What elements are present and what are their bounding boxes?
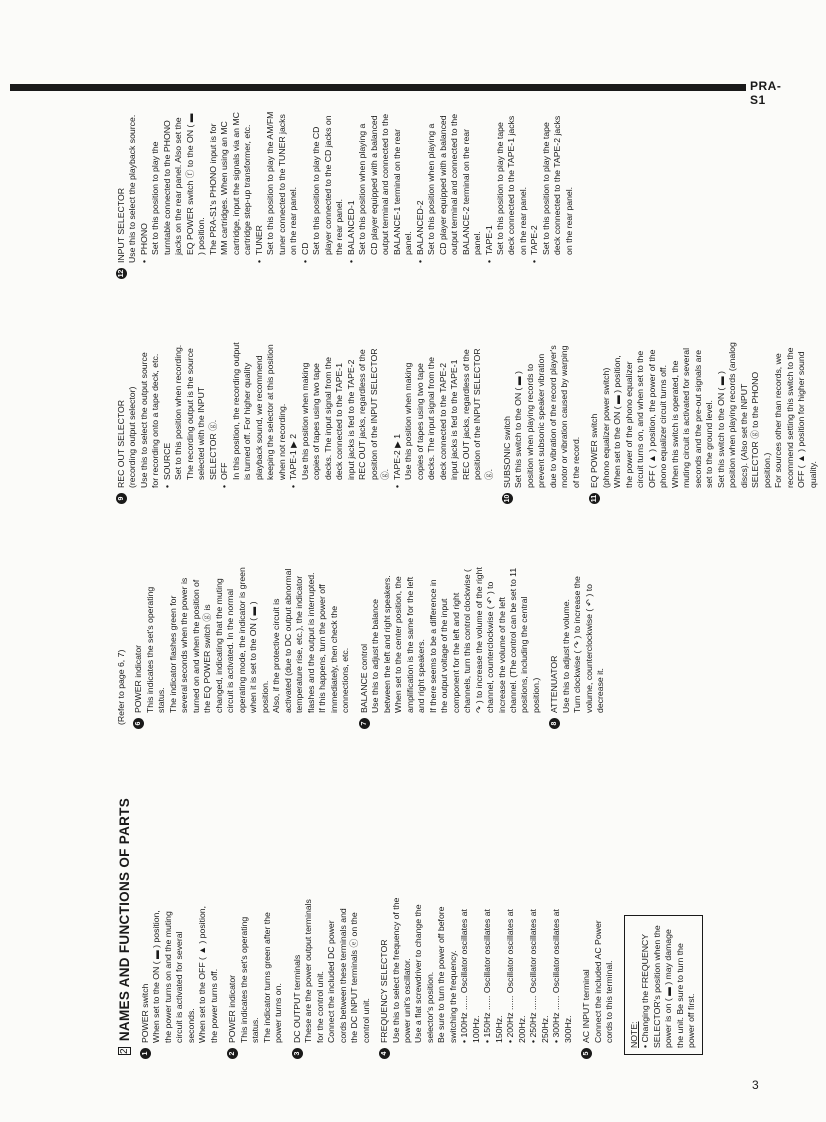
part-description [370,567,542,713]
option-line: Set to this position to play the turntable connected to the PHONO jacks on the rear panel. Also set the EQ POWER switch ⓕ to the ON ( ▬ ) position. [150,113,207,255]
option-name: • BALANCED-1 [346,110,357,263]
description-line: Use this to adjust the volume. [560,599,571,713]
option-description [231,342,288,488]
description-line: (recording output selector) [127,386,138,488]
option-entry [139,110,254,263]
description-line: (phono equalizer power switch) [600,367,611,488]
option-description [173,342,219,488]
option-name: • PHONO [139,110,150,263]
frequency-entry: • 200Hz ...... Oscillator oscillates at 200Hz. [505,909,527,1043]
refer-line: (Refer to page 6, 7) [116,649,126,725]
option-entry [162,342,219,488]
part-title: DC OUTPUT terminals [291,954,302,1043]
description-line: Turn clockwise ( ↷ ) to increase the volume, counterclockwise ( ↶ ) to decrease it. [572,576,606,713]
col1-items [140,897,616,1055]
description-line: These are the power output terminals for the control unit. [303,899,325,1043]
description-line: This indicates the set's operating status. [238,916,261,1043]
description-line: The indicator flashes green for several seconds when the power is turned on and when the position of the EQ POWER switch ⓖ is changed, indicating that the muting circuit is activated. In the normal operating mode, the indicator is green when it is set to the ON ( ▬ ) position. [167,567,270,713]
section-title [116,797,134,1055]
col3-items [116,342,819,503]
col2-items [133,567,606,725]
option-name: • CD [300,110,311,263]
option-description [541,110,575,263]
part-item [581,897,615,1055]
description-line: When set to the ON ( ▬ ) position, the power of the phono equalizer circuit turns on, and when set to the OFF ( ▲ ) position, the power of the phono equalizer circuit turns off. [612,349,669,488]
option-description [403,342,495,488]
part-title: BALANCE control [358,643,369,713]
part-number-badge: 8 [549,718,560,729]
part-title: FREQUENCY SELECTOR [379,939,390,1043]
option-name: • SOURCE [162,342,173,488]
description-line: For sources other than records, we recommend setting this switch to the OFF ( ▲ ) position for higher sound quality. [773,347,818,488]
page-number: 3 [752,1078,759,1092]
part-item [589,342,819,503]
part-title: POWER indicator [133,644,144,713]
note-title: NOTE: [628,1021,639,1048]
option-entry [254,110,300,263]
part-item [116,110,575,278]
option-line: Set to this position to play the CD player connected to the CD jacks on the rear panel. [311,115,345,255]
col4-items [116,110,575,278]
part-description [127,342,161,488]
part-item [379,897,574,1055]
column-4 [116,110,582,278]
part-description [513,342,582,488]
option-description [495,110,529,263]
part-description [561,567,607,713]
description-line: This indicates the set's operating status. [144,586,167,713]
header-rule [10,84,746,91]
part-number-badge: 11 [591,494,599,503]
description-line: Set this switch to the ON ( ▬ ) position when playing records (analog discs). (Also set the INPUT SELECTOR ⓖ to the PHONO position.) [715,342,772,488]
option-description [300,342,392,488]
note-body: • Changing the FREQUENCY SELECTOR's position when the power is on ( ▬ ) may damage the unit. Be sure to turn the power off first. [640,925,697,1048]
part-description [145,567,352,713]
part-description [391,897,460,1043]
description-line: When this switch is operated, the muting circuit is activated for several seconds and the pre-out signals are set to the ground level. [669,347,715,488]
option-description [426,110,483,263]
option-line: Set to this position to play the tape deck connected to the TAPE-2 jacks on the rear panel. [540,115,574,255]
option-description [265,110,299,263]
option-line: The PRA-S1's PHONO input is for MM cartridges. When using an MC cartridge, input the signals via an MC cartridge step-up transformer, etc. [207,112,253,255]
description-line: Also, if the protective circuit is activated (due to DC output abnormal temperature rise, etc.), the indicator flashes and the output is interrupted. [271,568,316,713]
part-description [593,897,616,1043]
option-entry [300,110,346,263]
option-line: Set to this position when playing a CD player equipped with a balanced output terminal and connected to the BALANCE-2 terminal on the rear panel. [426,113,483,255]
option-name: • TAPE-2 ▶ 1 [392,342,403,488]
part-number-badge: 4 [379,1048,390,1059]
option-entry [346,110,415,263]
part-item [116,342,495,500]
option-entry [529,110,575,263]
part-number-badge: 12 [118,269,125,278]
option-entry [484,110,530,263]
part-item [292,897,372,1055]
description-line: Use this to adjust the balance between the left and right speakers. When set to the center position, the amplification is the same for the left and right speakers. [370,575,427,713]
section-number: 2 [119,1048,131,1054]
option-name: • BALANCED-2 [415,110,426,263]
part-item [227,897,284,1055]
part-number-badge: 6 [133,718,144,729]
description-line: Use this to select the output source for recording onto a tape deck, etc. [138,352,161,488]
option-line: Set to this position when playing a CD player equipped with a balanced output terminal and connected to the BALANCE-1 terminal on the rear panel. [357,113,414,255]
section-title-text: NAMES AND FUNCTIONS OF PARTS [117,797,132,1042]
description-line: Connect the included AC Power cords to this terminal. [592,920,615,1043]
description-line: If this happens, turn the power off immediately, then check the connections, etc. [317,584,351,713]
option-line: Use this position when making copies of tapes using two tape decks. The input signal from the deck connected to the TAPE-1 input jacks is fed to the TAPE-2 REC OUT jacks, regardless of the position of the INPUT SELECTOR ⓖ. [299,348,391,480]
column-3 [116,342,826,503]
part-title: REC OUT SELECTOR [116,399,126,488]
description-line: Be sure to turn the power off before switching the frequency. [436,906,458,1043]
part-item [549,567,606,725]
option-entry [392,342,495,488]
option-line: Set to this position when recording. The recording output is the source selected with the INPUT SELECTOR ⓖ. [173,344,218,480]
part-item [133,567,351,725]
part-description [151,897,220,1043]
part-item [359,567,543,725]
part-number-badge: 1 [140,1048,151,1059]
part-number-badge: 5 [581,1048,592,1059]
part-title: ATTENUATOR [549,655,560,713]
option-entry [219,342,288,488]
part-title: POWER indicator [227,974,238,1043]
note-box [624,915,703,1055]
frequency-entry: • 250Hz ...... Oscillator oscillates at 250Hz. [528,909,550,1043]
rotated-manual-page [116,105,818,1056]
part-description [127,110,138,263]
part-title: POWER switch [139,983,150,1043]
option-name: • TAPE-1 ▶ 2 [288,342,299,488]
option-description [311,110,345,263]
option-name: • TUNER [254,110,265,263]
frequency-list [459,897,574,1043]
frequency-entry: • 300Hz ...... Oscillator oscillates at 300Hz. [551,909,573,1043]
frequency-entry: • 150Hz ...... Oscillator oscillates at 150Hz. [482,909,504,1043]
part-title: EQ POWER switch [589,413,600,488]
option-name: • OFF [219,342,230,488]
option-name: • TAPE-1 [484,110,495,263]
option-line: Use this position when making copies of tapes using two tape decks. The input signal from the deck connected to the TAPE-2 input jacks is fed to the TAPE-1 REC OUT jacks, regardless of the position of the INPUT SELECTOR ⓖ. [403,348,494,480]
description-line: Use this to select the playback source. [127,114,138,263]
description-line: If there seems to be a difference in the output voltage of the input component for the left and right channels, turn this control clockwise ( ↷ ) to increase the volume of the right channel, counterclockwise ( ↶ ) to increase the volume of the left channel. (The control can be set to 11 positions, including the central position.) [427,567,541,713]
description-line: When set to the OFF ( ▲ ) position, the power turns off. [197,905,219,1043]
part-title: SUBSONIC switch [501,416,512,488]
description-line: When set to the ON ( ▬ ) position, the power turns on and the muting circuit is activated for several seconds. [151,910,196,1043]
part-number-badge: 2 [227,1048,238,1059]
option-entry [288,342,391,488]
description-line: The indicator turns green after the power turns on. [261,912,284,1043]
part-number-badge: 10 [503,494,511,503]
part-item [140,897,220,1055]
frequency-entry: • 100Hz ...... Oscillator oscillates at 100Hz. [459,909,481,1043]
option-name: • TAPE-2 [529,110,540,263]
option-entry [415,110,484,263]
part-title: AC INPUT terminal [581,969,592,1043]
part-title: INPUT SELECTOR [116,188,126,263]
option-description [150,110,253,263]
description-line: Use a flat screwdriver to change the selector's position. [413,904,435,1043]
option-description [357,110,414,263]
model-label: PRA-S1 [750,79,782,107]
description-line: Connect the included DC power cords between these terminals and the DC INPUT terminals ⓔ on the control unit. [326,908,371,1043]
part-number-badge: 3 [292,1048,303,1059]
part-number-badge: 7 [359,718,370,729]
option-line: In this position, the recording output is turned off. For higher quality playback sound, we recommend keeping the selector at this position when not recording. [230,342,287,480]
option-line: Set to this position to play the AM/FM tuner connected to the TUNER jacks on the rear panel. [265,111,299,255]
description-line: Use this to select the frequency of the power unit's oscillator. [390,897,412,1043]
part-number-badge: 9 [116,493,127,504]
column-2 [116,567,614,725]
description-line: Set this switch to the ON ( ▬ ) position when playing records to prevent subsonic speaker vibration due to vibration of the record player's motor or vibration caused by warping of the record. [513,345,581,488]
part-item [501,342,582,503]
part-description [239,897,285,1043]
part-description [601,342,819,488]
part-description [303,897,372,1043]
option-line: Set to this position to play the tape deck connected to the TAPE-1 jacks on the rear panel. [494,115,528,255]
column-1 [116,797,703,1056]
